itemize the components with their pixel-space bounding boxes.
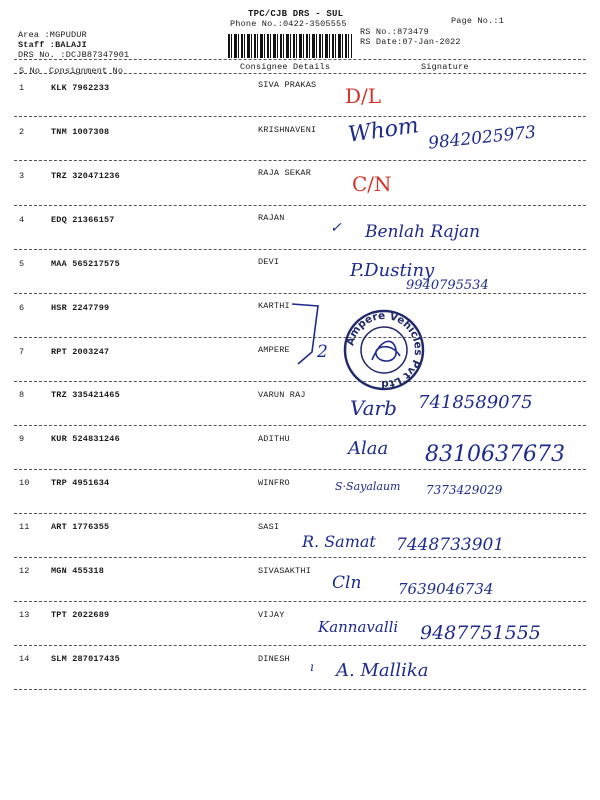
column-signature: Signature [421, 62, 469, 72]
signature-row-11: R. Samat [302, 532, 376, 551]
row-consignment: EDQ 21366157 [51, 215, 115, 225]
staff-label: Staff :BALAJI [18, 40, 87, 50]
row-consignment: TRZ 335421465 [51, 390, 120, 400]
signature-row-2: Whom [346, 113, 421, 148]
row-divider [14, 160, 586, 161]
row-sno: 1 [19, 83, 25, 93]
row-consignee-name: RAJAN [258, 213, 285, 223]
signature-row-9: Alaa [348, 438, 389, 459]
stamp-text: Ampere Vehicles Pvt Ltd [344, 309, 425, 391]
row-sno: 13 [19, 610, 30, 620]
row-consignee-name: KRISHNAVENI [258, 125, 317, 135]
row-consignee-name: RAJA SEKAR [258, 168, 312, 178]
row-consignee-name: VIJAY [258, 610, 285, 620]
row-consignee-name: DEVI [258, 257, 280, 267]
row-consignment: RPT 2003247 [51, 347, 110, 357]
row-consignment: MGN 455318 [51, 566, 105, 576]
phone-row-10: 7373429029 [426, 483, 503, 497]
signature-row-5: P.Dustiny [350, 260, 435, 281]
row-sno: 3 [19, 171, 25, 181]
phone-number: Phone No.:0422-3505555 [230, 19, 347, 29]
row-sno: 14 [19, 654, 30, 664]
row-sno: 4 [19, 215, 25, 225]
row-sno: 9 [19, 434, 25, 444]
row-divider [14, 689, 586, 690]
row-sno: 8 [19, 390, 25, 400]
row-consignment: SLM 287017435 [51, 654, 120, 664]
delivered-mark: D/L [345, 84, 382, 108]
row-consignee-name: WINFRO [258, 478, 290, 488]
row-divider [14, 205, 586, 206]
row-consignment: MAA 565217575 [51, 259, 120, 269]
column-consignment: Consignment No [49, 66, 124, 76]
row-divider [14, 557, 586, 558]
page-number: Page No.:1 [451, 16, 505, 26]
column-consignee: Consignee Details [240, 62, 331, 72]
row-consignment: KUR 524831246 [51, 434, 120, 444]
signature-row-12: Cln [332, 573, 362, 593]
phone-row-13: 9487751555 [420, 622, 541, 644]
row-consignment: TPT 2022689 [51, 610, 110, 620]
header-divider-top [14, 59, 586, 60]
row-consignee-name: VARUN RAJ [258, 390, 306, 400]
row-divider [14, 249, 586, 250]
row-divider [14, 425, 586, 426]
row-divider [14, 293, 586, 294]
row-sno: 10 [19, 478, 30, 488]
signature-row-13: Kannavalli [318, 618, 399, 636]
rs-number: RS No.:873479 [360, 27, 429, 37]
bracket-mark [290, 300, 340, 370]
signature-row-10: S·Sayalaum [335, 480, 401, 493]
row-consignment: HSR 2247799 [51, 303, 110, 313]
cn-mark: C/N [352, 172, 392, 196]
company-stamp [342, 308, 426, 392]
rs-date: RS Date:07-Jan-2022 [360, 37, 461, 47]
barcode [228, 34, 352, 58]
phone-row-9: 8310637673 [425, 442, 565, 467]
row-sno: 12 [19, 566, 30, 576]
row-sno: 11 [19, 522, 30, 532]
tick-row-14: ı [310, 660, 314, 674]
row-consignment: TRP 4951634 [51, 478, 110, 488]
row-sno: 7 [19, 347, 25, 357]
row-consignee-name: ADITHU [258, 434, 290, 444]
phone-row-5: 9940795534 [406, 278, 489, 293]
phone-row-8: 7418589075 [418, 392, 533, 413]
row-consignee-name: SASI [258, 522, 280, 532]
area-label: Area :MGPUDUR [18, 30, 87, 40]
header-divider-bottom [14, 73, 586, 74]
count-mark: 2 [317, 342, 328, 362]
row-consignee-name: KARTHI [258, 301, 290, 311]
drs-number: DRS No. :DCJB87347901 [18, 50, 130, 60]
phone-row-2: 9842025973 [427, 122, 537, 154]
phone-row-12: 7639046734 [398, 580, 494, 598]
row-consignment: TRZ 320471236 [51, 171, 120, 181]
row-consignment: ART 1776355 [51, 522, 110, 532]
signature-row-4: Benlah Rajan [365, 222, 481, 242]
row-divider [14, 469, 586, 470]
row-consignee-name: SIVASAKTHI [258, 566, 312, 576]
signature-row-8: Varb [350, 396, 397, 420]
row-consignee-name: AMPERE [258, 345, 290, 355]
row-sno: 2 [19, 127, 25, 137]
row-divider [14, 513, 586, 514]
column-sno: S No [19, 66, 41, 76]
row-consignee-name: DINESH [258, 654, 290, 664]
row-divider [14, 116, 586, 117]
tick-row-4: ✓ [330, 220, 342, 236]
row-divider [14, 381, 586, 382]
signature-row-14: A. Mallika [336, 660, 429, 681]
row-sno: 6 [19, 303, 25, 313]
row-consignment: TNM 1007308 [51, 127, 110, 137]
row-sno: 5 [19, 259, 25, 269]
document-title: TPC/CJB DRS - SUL [248, 9, 344, 19]
row-divider [14, 645, 586, 646]
row-consignee-name: SIVA PRAKAS [258, 80, 317, 90]
row-divider [14, 601, 586, 602]
phone-row-11: 7448733901 [396, 535, 505, 555]
row-consignment: KLK 7962233 [51, 83, 110, 93]
